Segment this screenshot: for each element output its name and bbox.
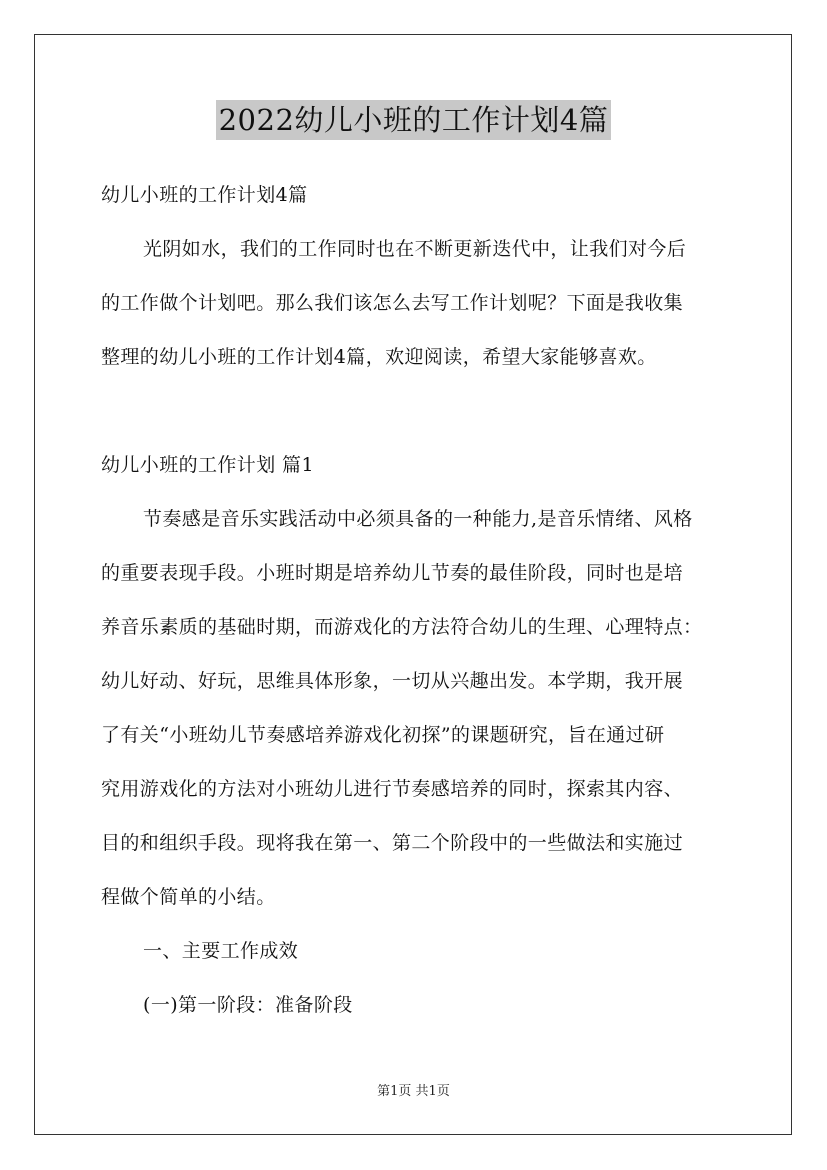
document-body <box>101 168 729 1032</box>
document-subtitle: 幼儿小班的工作计划4篇 <box>101 184 308 206</box>
section-heading: 幼儿小班的工作计划 篇1 <box>101 454 314 476</box>
section-paragraph-line: 程做个简单的小结。 <box>101 886 276 908</box>
section-paragraph-line: 的重要表现手段。小班时期是培养幼儿节奏的最佳阶段，同时也是培 <box>101 562 684 584</box>
section-paragraph-line: 节奏感是音乐实践活动中必须具备的一种能力,是音乐情绪、风格 <box>143 508 693 530</box>
title-container <box>0 100 827 140</box>
intro-paragraph-line: 整理的幼儿小班的工作计划4篇，欢迎阅读，希望大家能够喜欢。 <box>101 346 657 368</box>
section-paragraph-line: 幼儿好动、好玩，思维具体形象，一切从兴趣出发。本学期，我开展 <box>101 670 684 692</box>
page-footer: 第1页 共1页 <box>377 1084 450 1099</box>
document-title: 2022幼儿小班的工作计划4篇 <box>216 100 612 140</box>
section-paragraph-line: 了有关“小班幼儿节奏感培养游戏化初探”的课题研究，旨在通过研 <box>101 724 665 746</box>
section-paragraph-line: 究用游戏化的方法对小班幼儿进行节奏感培养的同时，探索其内容、 <box>101 778 684 800</box>
intro-paragraph-line: 光阴如水，我们的工作同时也在不断更新迭代中，让我们对今后 <box>143 238 687 260</box>
section-paragraph-line: 养音乐素质的基础时期，而游戏化的方法符合幼儿的生理、心理特点： <box>101 616 703 638</box>
paragraph-spacer <box>101 384 729 438</box>
intro-paragraph-line: 的工作做个计划吧。那么我们该怎么去写工作计划呢？下面是我收集 <box>101 292 684 314</box>
section-paragraph-line: 目的和组织手段。现将我在第一、第二个阶段中的一些做法和实施过 <box>101 832 684 854</box>
subheading-stage-one: (一)第一阶段：准备阶段 <box>143 994 353 1016</box>
subheading-main-results: 一、主要工作成效 <box>143 940 299 962</box>
